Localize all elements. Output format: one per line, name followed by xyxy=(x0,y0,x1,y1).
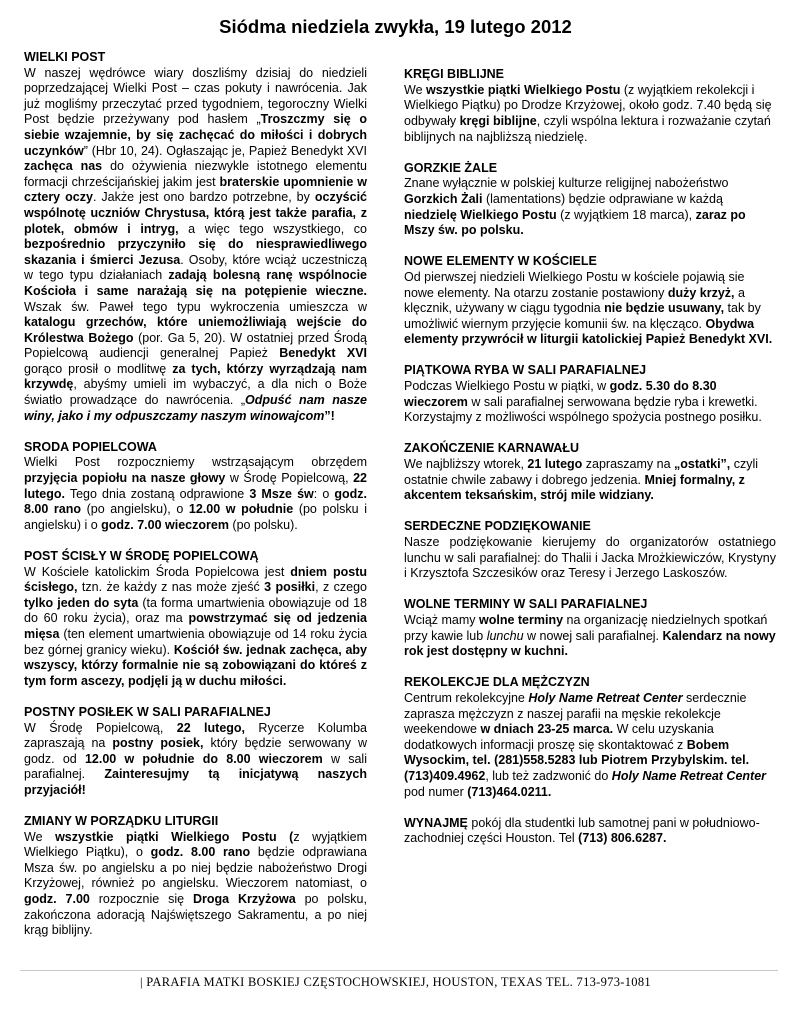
section-postny-posilek xyxy=(24,705,367,799)
section-sroda-popielcowa xyxy=(24,440,367,534)
footer-divider xyxy=(20,970,778,971)
text-bold: godz. 7.00 wieczorem xyxy=(101,517,229,532)
section-heading: SERDECZNE PODZIĘKOWANIE xyxy=(404,519,591,534)
section-body xyxy=(24,565,367,690)
section-heading: POST ŚCISŁY W ŚRODĘ POPIELCOWĄ xyxy=(24,549,259,563)
text-bold: 21 lutego xyxy=(527,457,583,472)
text-bold-italic: Holy Name Retreat Center xyxy=(611,768,767,783)
text: , lub też zadzwonić do xyxy=(485,768,612,783)
text: ” (Hbr 10, 24). Ogłaszając je, Papież Benedykt XVI xyxy=(83,143,367,158)
text: (por. Ga 5, 20). W ostatniej przed Środą Popielcową audiencji generalnej Papież xyxy=(24,330,367,361)
text-bold: 3 Msze św xyxy=(249,486,314,501)
text-bold: 12.00 w południe xyxy=(188,502,294,517)
text: We xyxy=(404,82,426,97)
text: Nasze podziękowanie kierujemy do organizatorów ostatniego lunchu w sali parafialnej: do Thalii i Jacka Mrożkiewiczów, Krystyny i Krzysztofa Szczesików oraz Teresy i Jerzego Laskoszów. xyxy=(404,535,776,581)
text: : o xyxy=(313,486,335,501)
text: do ożywienia niezwykle istotnego elementu formacji chrześcijańskiej jakim jest xyxy=(24,159,367,189)
page-footer: | PARAFIA MATKI BOSKIEJ CZĘSTOCHOWSKIEJ, HOUSTON, TEXAS TEL. 713-973-1081 xyxy=(140,975,651,989)
text-bold: wolne terminy xyxy=(479,612,564,627)
text: z wyjątkiem Wielkiego Piątku), o xyxy=(24,829,367,860)
text: pod numer xyxy=(404,784,468,799)
section-wolne-terminy xyxy=(404,597,776,659)
text-bold: zadają bolesną ranę wspólnocie Kościoła i same narażają się na potępienie wieczne. xyxy=(24,268,368,298)
text: w sali parafialnej serwowana będzie ryba i krewetki. Korzystajmy z możliwości wspólnego spożycia postnego posiłku. xyxy=(404,394,762,425)
text: tzn. że każdy z nas może zjeść xyxy=(77,580,265,595)
left-column xyxy=(24,50,367,954)
section-body xyxy=(404,270,776,348)
section-zakonczenie-karnawalu xyxy=(404,441,776,503)
section-body xyxy=(404,535,776,582)
text: tak by umożliwić wiernym przyjęcie komunii św. na klęcząco. xyxy=(404,301,761,331)
text: (ta forma umartwienia obowiązuje od 18 do 60 roku życia), oraz ma xyxy=(24,595,367,626)
section-body xyxy=(404,83,776,145)
text-bold: zachęca nas xyxy=(24,159,103,174)
text: Centrum rekolekcyjne xyxy=(404,690,529,705)
text: a klęcznik, używany w ciągu tygodnia xyxy=(404,285,745,316)
text-bold: Gorzkich Żali xyxy=(404,191,483,206)
text-bold: tylko jeden do syta xyxy=(24,595,139,610)
text-bold: wszystkie piątki Wielkiego Postu xyxy=(426,82,621,97)
text-bold: Zainteresujmy tą inicjatywą naszych przyjaciół! xyxy=(24,767,367,797)
section-body xyxy=(404,176,776,238)
text: (lamentations) będzie odprawiane w każdą xyxy=(482,191,723,206)
section-gorzkie-zale xyxy=(404,161,776,239)
text: , abyśmy umieli im wybaczyć, a dla nich o Boże światło prowadzące do nawrócenia. „ xyxy=(24,377,367,408)
text: (ten element umartwienia obowiązuje od 14 roku życia bez górnej granicy wieku). xyxy=(24,626,367,657)
text-bold: niedzielę Wielkiego Postu xyxy=(404,207,557,222)
text: (z wyjątkiem 18 marca), xyxy=(556,207,696,222)
text-bold: (713) 806.6287. xyxy=(578,831,667,846)
section-heading: ZAKOŃCZENIE KARNAWAŁU xyxy=(404,441,579,456)
section-body xyxy=(404,613,776,660)
text-bold: Droga Krzyżowa xyxy=(193,892,296,907)
section-post-scisly xyxy=(24,549,367,689)
text-bold: 3 posiłki xyxy=(264,580,316,595)
text: Podczas Wielkiego Postu w piątki, w xyxy=(404,379,610,394)
section-heading: WIELKI POST xyxy=(24,50,106,64)
text: Od pierwszej niedzieli Wielkiego Postu w kościele pojawią sie nowe elementy. Na otarzu zostanie postawiony xyxy=(404,269,745,300)
text: We xyxy=(24,829,56,844)
text: w nowej sali parafialnej. xyxy=(523,628,663,643)
text: Wciąż mamy xyxy=(404,612,479,627)
text-bold: Kościół św. jednak zachęca, aby wszyscy, którzy formalnie nie są zobowiązani do któreś z tym form ascezy, podjęli ją w duchu miłości. xyxy=(24,642,368,688)
text-bold: powstrzymać się od jedzenia mięsa xyxy=(24,611,367,641)
text: (z wyjątkiem rekolekcji i Wielkiego Piątku) po Drodze Krzyżowej, około godz. 7.40 będą się odbywały xyxy=(404,82,772,128)
text-bold: postny posiek, xyxy=(112,736,204,751)
section-piatkowa-ryba xyxy=(404,363,776,425)
text: czyli ostatnie chwile zabawy i dobrego jedzenia. xyxy=(404,457,759,487)
text-bold: godz. 7.00 xyxy=(24,892,90,907)
text: serdecznie zaprasza mężczyzn z naszej parafii na męskie rekolekcje weekendowe xyxy=(404,690,747,737)
text: , z czego xyxy=(315,580,367,595)
text-bold: Mniej formalny, z akcentem teksańskim, strój mile widziany. xyxy=(404,472,745,503)
right-column xyxy=(404,50,776,862)
text: , czyli wspólna lektura i rozważanie czytań biblijnych na najbliższą niedzielę. xyxy=(404,113,771,144)
text-bold: oczyścić wspólnotę uczniów Chrystusa, którą jest także parafia, z plotek, obmów i intryg, xyxy=(24,190,367,236)
text: po polsku, zakończona adoracją Najświętszego Sakramentu, a po niej krąg biblijny. xyxy=(24,892,367,938)
text: zapraszamy na xyxy=(582,457,675,472)
text: Rycerze Kolumba zapraszają na xyxy=(24,720,368,751)
text: W Środę Popielcową, xyxy=(24,720,177,735)
text-bold: wszystkie piątki Wielkiego Postu ( xyxy=(55,829,294,844)
text-bold: WYNAJMĘ xyxy=(404,815,468,830)
section-body xyxy=(404,691,776,800)
section-wynajme xyxy=(404,816,776,847)
section-body xyxy=(24,66,367,425)
text: (po polsku i angielsku) i o xyxy=(24,502,368,532)
text-bold: duży krzyż, xyxy=(667,285,735,300)
text-bold: przyjęcia popiołu na nasze głowy xyxy=(24,471,226,486)
text-bold: 22 lutego, xyxy=(176,720,246,735)
section-heading: POSTNY POSIŁEK W SALI PARAFIALNEJ xyxy=(24,704,271,719)
text-bold: (713)464.0211. xyxy=(467,784,552,799)
text: Tego dnia zostaną odprawione xyxy=(64,486,250,501)
section-body xyxy=(404,457,776,504)
text-bold: 12.00 w południe do 8.00 wieczorem xyxy=(84,751,323,766)
text: który będzie serwowany w godz. od xyxy=(24,736,367,766)
text: W Kościele katolickim Środa Popielcowa jest xyxy=(24,564,291,579)
section-heading: ZMIANY W PORZĄDKU LITURGII xyxy=(24,814,219,829)
text: (po polsku). xyxy=(228,517,298,532)
text: . Osoby, które wciąż uczestniczą w tego typu działaniach xyxy=(24,252,368,283)
text: W naszej wędrówce wiary doszliśmy dzisiaj do niedzieli poprzedzającej Wielki Post – czas pokuty i nawrócenia. Jak już mogliśmy przeczytać przed tygodniem, tegoroczny Wielki Post będzie przeżywany pod hasłem „ xyxy=(24,65,367,127)
section-heading: WOLNE TERMINY W SALI PARAFIALNEJ xyxy=(404,597,648,612)
text: Wszak św. Paweł tego typu wykroczenia umieszcza w xyxy=(24,299,367,314)
section-heading: SRODA POPIELCOWA xyxy=(24,439,157,454)
text-italic: lunchu xyxy=(486,628,524,643)
section-body xyxy=(24,455,367,533)
section-heading: PIĄTKOWA RYBA W SALI PARAFIALNEJ xyxy=(404,363,647,378)
text: We najbliższy wtorek, xyxy=(404,457,528,472)
text: w sali parafialnej. xyxy=(24,751,367,782)
text: . Jakże jest ono bardzo potrzebne, by xyxy=(92,190,315,205)
text: pokój dla studentki lub samotnej pani w południowo-zachodniej części Houston. Tel xyxy=(404,815,760,846)
text-bold: kręgi biblijne xyxy=(459,113,537,128)
text-bold: nie będzie usuwany, xyxy=(604,301,725,316)
text-bold: dniem postu ścisłego, xyxy=(24,564,367,595)
text-bold: Obydwa elementy przywrócił w liturgii katolickiej Papież Benedykt XVI. xyxy=(404,316,773,347)
section-rekolekcje-dla-mezczyzn xyxy=(404,675,776,800)
text-bold: bezpośrednio przyczyniło się do niesprawiedliwego skazania i śmierci Jezusa xyxy=(24,237,367,267)
section-body xyxy=(404,816,776,847)
text: W celu uzyskania dodatkowych informacji proszę się skontaktować z xyxy=(404,722,714,752)
section-body xyxy=(24,830,367,939)
text: na organizację niedzielnych spotkań przy kawie lub xyxy=(404,612,768,643)
section-heading: REKOLEKCJE DLA MĘŻCZYZN xyxy=(404,675,590,690)
text: będzie odprawiana Msza św. po angielsku a po niej będzie nabożeństwo Drogi Krzyżowej, również po angielsku. Wieczorem natomiast, o xyxy=(24,845,367,891)
text-bold: godz. 8.00 rano xyxy=(24,486,368,517)
text-bold: 22 lutego. xyxy=(24,471,367,501)
page-title: Siódma niedziela zwykła, 19 lutego 2012 xyxy=(219,16,572,37)
text: Znane wyłącznie w polskiej kulturze religijnej nabożeństwo xyxy=(404,176,729,191)
text-bold: za tych, którzy wyrządzają nam krzywdę xyxy=(24,361,367,392)
text-bold: ”! xyxy=(324,408,335,423)
text-bold: „ostatki”, xyxy=(674,457,731,472)
section-serdeczne-podziekowanie xyxy=(404,519,776,581)
section-zmiany-liturgii xyxy=(24,814,367,939)
text-bold: w dniach 23-25 marca. xyxy=(480,722,614,737)
section-body xyxy=(24,721,367,799)
section-body xyxy=(404,379,776,426)
section-heading: NOWE ELEMENTY W KOŚCIELE xyxy=(404,254,597,269)
text-bold: Bobem Wysockim, tel. (281)558.5283 lub Piotrem Przybylskim. tel. (713)409.4962 xyxy=(404,737,750,783)
text-bold: braterskie upomnienie w cztery oczy xyxy=(24,174,367,205)
section-heading: GORZKIE ŻALE xyxy=(404,160,498,175)
text: (po angielsku), o xyxy=(81,502,189,517)
text-bold-italic: Holy Name Retreat Center xyxy=(528,690,683,705)
text: gorąco prosił o modlitwę xyxy=(24,361,173,376)
section-wielki-post xyxy=(24,50,367,424)
text-bold: Kalendarz na nowy rok jest dostępny w kuchni. xyxy=(404,628,776,659)
text-bold: godz. 5.30 do 8.30 wieczorem xyxy=(404,379,717,409)
section-kregi-biblijne xyxy=(404,67,776,145)
section-nowe-elementy xyxy=(404,254,776,348)
text: Wielki Post rozpoczniemy wstrząsającym obrzędem xyxy=(24,455,367,470)
text-bold-italic: Odpuść nam nasze winy, jako i my odpuszczamy naszym winowajcom xyxy=(24,393,367,423)
text: rozpocznie się xyxy=(89,892,193,907)
text-bold: godz. 8.00 rano xyxy=(150,845,251,860)
text: a więc tego wszystkiego, co xyxy=(178,221,367,236)
text: w Środę Popielcową, xyxy=(225,471,354,486)
text-bold: zaraz po Mszy św. po polsku. xyxy=(404,207,746,238)
text-bold: katalogu grzechów, które uniemożliwiają wejście do Królestwa Bożego xyxy=(24,315,367,345)
text-bold: Benedykt XVI xyxy=(279,346,368,361)
section-heading: KRĘGI BIBLIJNE xyxy=(404,67,505,82)
text-bold: Troszczmy się o siebie wzajemnie, by się zachęcać do miłości i dobrych uczynków xyxy=(24,112,368,158)
